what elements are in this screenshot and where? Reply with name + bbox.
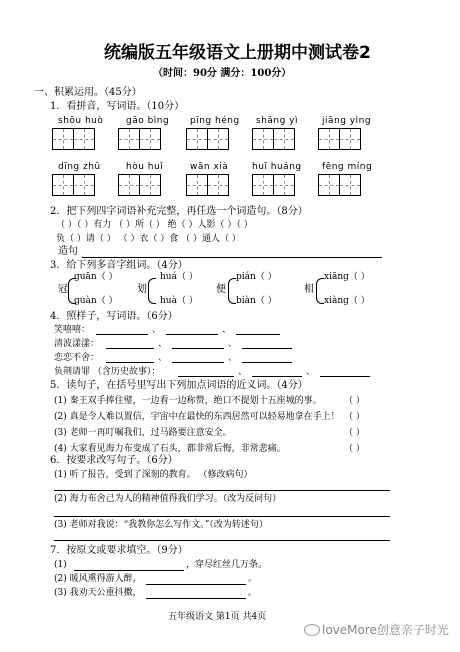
writing-grid[interactable] — [252, 174, 294, 196]
answer-line[interactable] — [106, 348, 154, 349]
answer-line[interactable] — [74, 570, 184, 571]
answer-line[interactable] — [54, 490, 390, 491]
pinyin-label: gāo bìng — [126, 116, 170, 126]
answer-line[interactable] — [252, 376, 302, 377]
polyphone-reading[interactable]: huá（ ） — [160, 272, 198, 282]
answer-line[interactable] — [242, 362, 292, 363]
writing-grid[interactable] — [186, 128, 228, 150]
writing-grid[interactable] — [52, 128, 94, 150]
pinyin-label: shāng yì — [256, 116, 299, 126]
q2-title: 2．把下列四字词语补充完整，再任选一个词造句。（8分） — [50, 206, 308, 217]
pinyin-label: hòu huǐ — [126, 162, 164, 172]
polyphone-reading[interactable]: xiāng（ ） — [324, 272, 370, 282]
page-footer: 五年级语文 第1页 共4页 — [168, 612, 267, 622]
answer-line[interactable] — [54, 516, 390, 517]
q6-item: (3) 老师对我说：“我教你怎么写作文。”（改为转述句） — [54, 520, 268, 530]
brace — [316, 278, 324, 304]
polyphone-reading[interactable]: guān（ ） — [74, 272, 118, 282]
pinyin-label: fēng míng — [322, 162, 373, 172]
separator: 、 — [228, 339, 238, 349]
answer-paren[interactable]: （ ） — [344, 428, 365, 438]
answer-line[interactable] — [146, 584, 246, 585]
polyphone-reading[interactable]: biàn（ ） — [236, 296, 277, 306]
answer-line[interactable] — [242, 348, 292, 349]
answer-line[interactable] — [146, 598, 246, 599]
polyphone-char: 划 — [137, 284, 147, 295]
separator: 、 — [238, 367, 248, 377]
pinyin-label: wān xià — [190, 162, 229, 172]
q2-line[interactable]: （ ）（ ）有力 （ ）所（ ） 绝（ ）人影（ ）（ ） — [56, 220, 253, 230]
q6-item: (1) 听了报告，受到了深刻的教育。 （修改病句） — [54, 470, 253, 480]
polyphone-reading[interactable]: huà（ ） — [160, 296, 198, 306]
example-word: 恋恋不舍： — [54, 353, 100, 363]
q3-title: 3．给下列多音字组词。（4分） — [50, 260, 188, 271]
pinyin-label: dīng zhǔ — [58, 162, 101, 172]
separator: 、 — [158, 339, 168, 349]
answer-line[interactable] — [82, 257, 382, 258]
writing-grid[interactable] — [318, 174, 360, 196]
writing-grid[interactable] — [318, 128, 360, 150]
answer-line[interactable] — [172, 362, 224, 363]
example-word: 负荆请罪 （含历史故事）： — [54, 367, 161, 377]
watermark: loveMore创意亲子时光 — [322, 623, 449, 637]
page-subtitle: （时间：90分 满分：100分） — [153, 68, 292, 79]
q7-suffix: 。 — [248, 574, 258, 584]
brace — [228, 278, 236, 304]
q7-prefix: (3) 我劝天公重抖擞， — [54, 588, 142, 598]
example-word: 笑嘻嘻： — [54, 325, 91, 335]
pinyin-label: shōu huò — [58, 116, 104, 126]
writing-grid[interactable] — [52, 174, 94, 196]
wechat-icon — [304, 624, 320, 636]
answer-line[interactable] — [178, 376, 234, 377]
polyphone-char: 冠 — [58, 284, 68, 295]
q2-sentence-label: 造句 — [58, 246, 78, 257]
separator: 、 — [222, 325, 232, 335]
answer-line[interactable] — [96, 334, 148, 335]
polyphone-char: 便 — [216, 284, 226, 295]
answer-line[interactable] — [106, 362, 154, 363]
separator: 、 — [306, 367, 316, 377]
q6-item: (2) 海力布舍己为人的精神值得我们学习。（改为反问句） — [54, 494, 282, 504]
polyphone-reading[interactable]: pián（ ） — [236, 272, 277, 282]
q5-sentence: (2) 真是令人难以置信，宇宙中在最快的东西居然可以轻易地拿在手上！ — [54, 412, 340, 422]
pinyin-label: huī huáng — [252, 162, 302, 172]
q5-sentence: (3) 老师一再叮嘱我们，过马路要注意安全。 — [54, 428, 232, 438]
separator: 、 — [228, 353, 238, 363]
polyphone-reading[interactable]: guàn（ ） — [74, 296, 118, 306]
answer-line[interactable] — [166, 334, 218, 335]
section-title: 一、积累运用。（45分） — [34, 87, 142, 98]
answer-paren[interactable]: （ ） — [344, 396, 365, 406]
q5-title: 5．读句子，在括号里写出下列加点词语的近义词。（4分） — [50, 380, 308, 391]
writing-grid[interactable] — [186, 174, 228, 196]
separator: 、 — [158, 353, 168, 363]
q2-line[interactable]: 负（ ）请（ ） （ ）衣（ ）食 （ ）通人（ ） — [56, 234, 241, 244]
pinyin-label: jiāng yìng — [322, 116, 372, 126]
answer-paren[interactable]: （ ） — [344, 412, 365, 422]
pinyin-label: pīng héng — [190, 116, 240, 126]
writing-grid[interactable] — [252, 128, 294, 150]
brace — [148, 278, 156, 304]
q4-title: 4．照样子，写词语。（6分） — [50, 311, 178, 322]
answer-paren[interactable]: （ ） — [344, 444, 365, 454]
writing-grid[interactable] — [118, 128, 160, 150]
q1-title: 1．看拼音，写词语。（10分） — [50, 101, 185, 112]
separator: 、 — [152, 325, 162, 335]
page-title: 统编版五年级语文上册期中测试卷2 — [104, 43, 371, 63]
q7-suffix: 。 — [248, 588, 258, 598]
answer-line[interactable] — [54, 540, 390, 541]
q7-title: 7．按原文或要求填空。（9分） — [50, 545, 188, 556]
q7-suffix: ，穿尽红丝几万条。 — [186, 560, 268, 570]
polyphone-char: 相 — [304, 284, 314, 295]
writing-grid[interactable] — [118, 174, 160, 196]
answer-line[interactable] — [236, 334, 280, 335]
q6-title: 6．按要求改写句子。（6分） — [50, 455, 178, 466]
answer-line[interactable] — [320, 376, 370, 377]
q7-prefix: (1) — [54, 560, 67, 570]
q7-prefix: (2) 暖风熏得游人醉， — [54, 574, 142, 584]
example-word: 清波漾漾： — [54, 339, 100, 349]
q5-sentence: (1) 秦王双手捧住璧，一边看一边称赞，绝口不提划十五座城的事。 — [54, 396, 322, 406]
answer-line[interactable] — [172, 348, 224, 349]
polyphone-reading[interactable]: xiàng（ ） — [324, 296, 370, 306]
q5-sentence: (4) 大家看见海力布变成了石头，都非常后悔，非常悲痛。 — [54, 444, 286, 454]
